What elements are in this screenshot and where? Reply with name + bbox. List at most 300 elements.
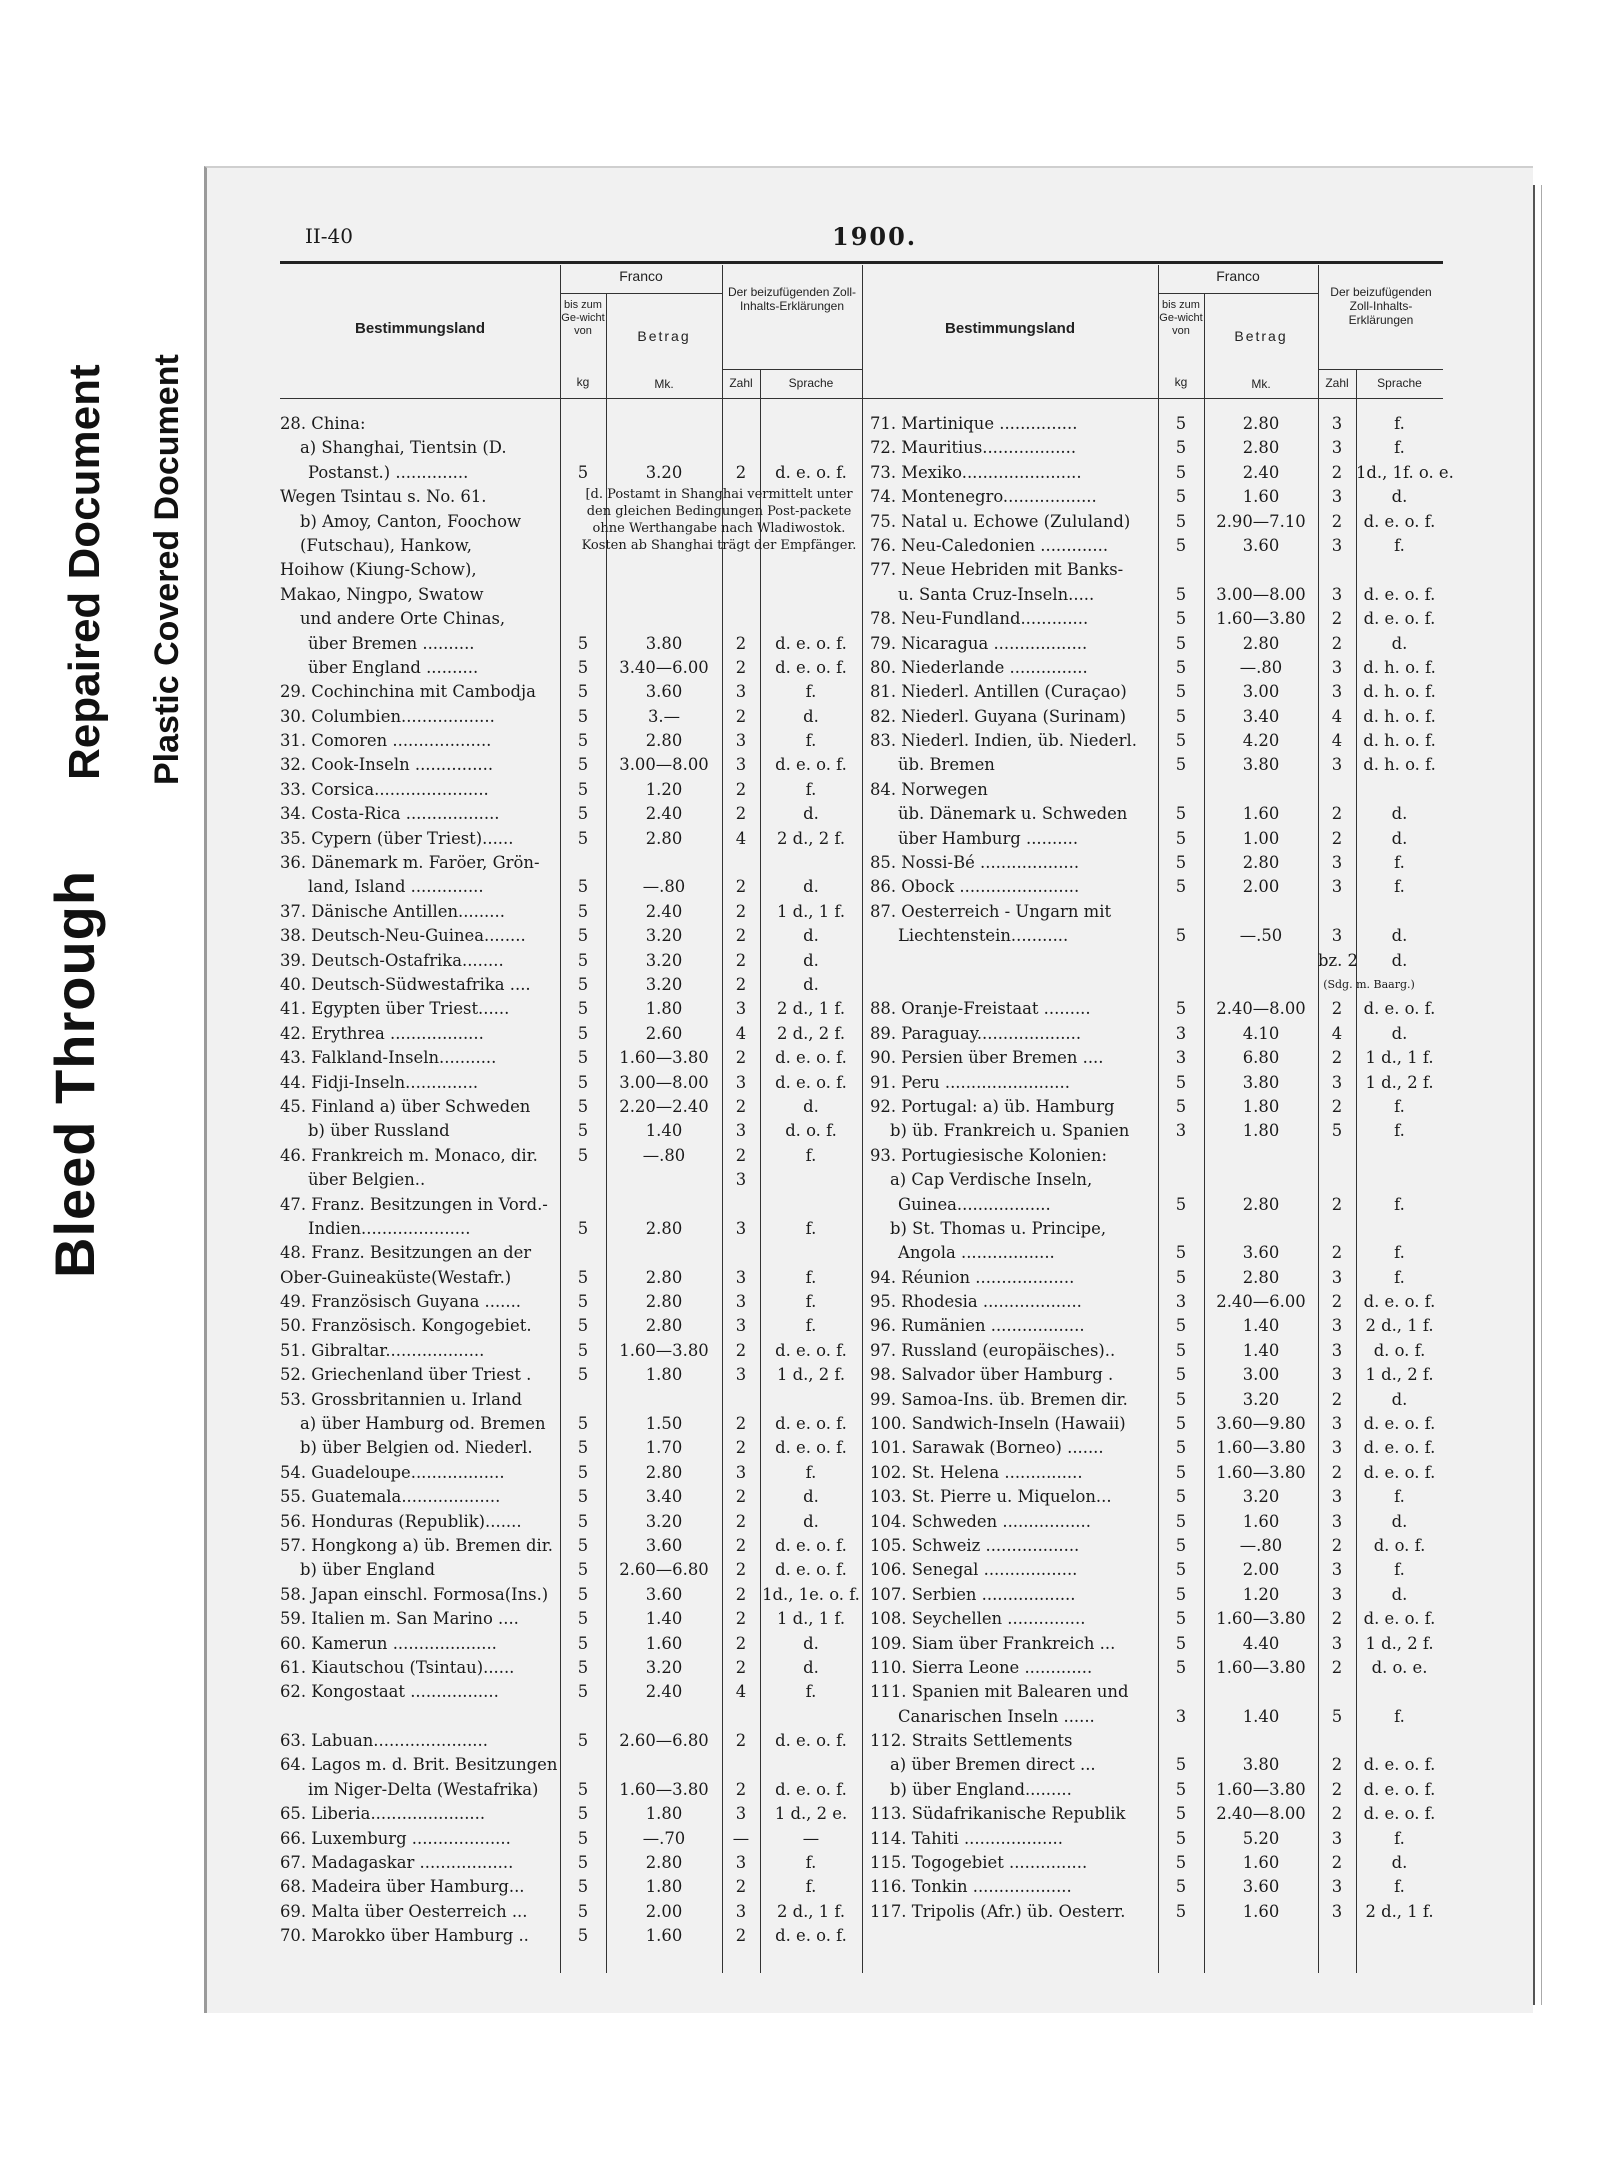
cell-name: 91. Peru ........................ <box>870 1072 1070 1092</box>
cell-kg: 5 <box>1175 1194 1187 1214</box>
cell-kg: 5 <box>1175 1365 1187 1385</box>
cell-sprache: d. <box>803 1657 819 1677</box>
cell-name: 106. Senegal .................. <box>870 1560 1078 1580</box>
cell-kg: 5 <box>577 804 589 824</box>
table-row <box>870 1534 1443 1558</box>
cell-betrag: 1.20 <box>1242 1584 1280 1604</box>
cell-sprache: f. <box>805 1853 817 1873</box>
cell-betrag: 3.00—8.00 <box>619 1072 709 1092</box>
cell-betrag: 2.00 <box>1242 1560 1280 1580</box>
cell-betrag: 3.20 <box>645 462 683 482</box>
cell-zahl: 3 <box>1331 1365 1343 1385</box>
table-row <box>280 1632 862 1656</box>
cell-name: 42. Erythrea .................. <box>280 1023 484 1043</box>
cell-kg: 5 <box>1175 462 1187 482</box>
cell-name: 88. Oranje-Freistaat ......... <box>870 999 1091 1019</box>
cell-kg: 5 <box>1175 1511 1187 1531</box>
cell-sprache: d. e. o. f. <box>775 1926 847 1946</box>
cell-kg: 5 <box>1175 1267 1187 1287</box>
cell-kg: 5 <box>577 1438 589 1458</box>
cell-kg: 3 <box>1175 1706 1187 1726</box>
cell-zahl: 2 <box>1331 462 1343 482</box>
cell-name: 74. Montenegro.................. <box>870 487 1097 507</box>
cell-zahl: 3 <box>735 1901 747 1921</box>
cell-name: 44. Fidji-Inseln.............. <box>280 1072 479 1092</box>
cell-kg: 5 <box>577 1926 589 1946</box>
cell-kg: 5 <box>1175 1877 1187 1897</box>
cell-zahl: 3 <box>1331 1316 1343 1336</box>
table-row <box>870 1851 1443 1875</box>
cell-betrag: 1.80 <box>645 999 683 1019</box>
cell-zahl: 2 <box>735 1560 747 1580</box>
cell-betrag: 3.20 <box>645 1657 683 1677</box>
cell-sprache: d. o. f. <box>1373 1535 1426 1555</box>
cell-name: 100. Sandwich-Inseln (Hawaii) <box>870 1414 1126 1434</box>
cell-sprache: 1 d., 2 f. <box>1365 1633 1434 1653</box>
table-row <box>870 1022 1443 1046</box>
cell-name: 101. Sarawak (Borneo) ....... <box>870 1438 1104 1458</box>
cell-name: b) über Belgien od. Niederl. <box>300 1438 533 1458</box>
table-row <box>870 778 1443 802</box>
cell-sprache: f. <box>805 1292 817 1312</box>
cell-kg: 5 <box>577 1731 589 1751</box>
cell-name: 45. Finland a) über Schweden <box>280 1096 531 1116</box>
cell-kg: 5 <box>1175 828 1187 848</box>
cell-name: 86. Obock ....................... <box>870 877 1080 897</box>
table-row <box>280 1900 862 1924</box>
cell-zahl: 2 <box>735 1340 747 1360</box>
cell-name: 64. Lagos m. d. Brit. Besitzungen <box>280 1755 558 1775</box>
cell-zahl: 4 <box>1331 706 1343 726</box>
table-row <box>280 1753 862 1777</box>
cell-sprache: f. <box>805 1316 817 1336</box>
cell-kg: 5 <box>577 926 589 946</box>
table-row <box>280 1266 862 1290</box>
cell-name: 111. Spanien mit Balearen und <box>870 1682 1129 1702</box>
table-row <box>870 534 1443 558</box>
cell-zahl: 2 <box>1331 633 1343 653</box>
cell-kg: 5 <box>1175 1414 1187 1434</box>
table-row <box>870 1729 1443 1753</box>
table-row <box>870 1875 1443 1899</box>
header-amount-unit-right: Mk. <box>1251 377 1271 391</box>
cell-name: 65. Liberia...................... <box>280 1804 486 1824</box>
cell-sprache: d. e. o. f. <box>775 1048 847 1068</box>
cell-zahl: 2 <box>1331 1389 1343 1409</box>
cell-name: Angola .................. <box>898 1243 1055 1263</box>
table-row <box>280 924 862 948</box>
cell-kg: 5 <box>577 706 589 726</box>
cell-zahl: 2 <box>1331 1096 1343 1116</box>
table-row <box>280 900 862 924</box>
cell-sprache: 1 d., 1 f. <box>1365 1048 1434 1068</box>
cell-zahl: 2 <box>1331 1779 1343 1799</box>
header-weight-unit: kg <box>576 375 590 389</box>
cell-kg: 5 <box>577 1584 589 1604</box>
cell-kg: 5 <box>1175 511 1187 531</box>
cell-betrag: —.80 <box>642 1145 686 1165</box>
cell-kg: 5 <box>577 1048 589 1068</box>
cell-zahl: 4 <box>1331 1023 1343 1043</box>
cell-name: 70. Marokko über Hamburg .. <box>280 1926 529 1946</box>
cell-sprache: d. <box>803 926 819 946</box>
table-row <box>870 1583 1443 1607</box>
table-row <box>870 1510 1443 1534</box>
cell-betrag: 1.40 <box>1242 1706 1280 1726</box>
cell-name: über Bremen .......... <box>308 633 475 653</box>
cell-betrag: 1.60 <box>645 1926 683 1946</box>
table-row <box>870 1778 1443 1802</box>
cell-betrag: 2.80 <box>645 1218 683 1238</box>
table-row <box>280 558 862 582</box>
cell-kg: 5 <box>577 1877 589 1897</box>
cell-kg: 5 <box>1175 414 1187 433</box>
cell-betrag: 1.40 <box>1242 1316 1280 1336</box>
cell-sprache: f. <box>805 731 817 751</box>
table-row <box>870 1753 1443 1777</box>
cell-betrag: 2.80 <box>645 828 683 848</box>
table-row <box>870 1241 1443 1265</box>
cell-betrag: 1.60 <box>1242 1853 1280 1873</box>
cell-betrag: 1.80 <box>645 1365 683 1385</box>
cell-kg: 5 <box>1175 609 1187 629</box>
cell-name: Guinea.................. <box>898 1194 1051 1214</box>
cell-kg: 5 <box>577 1096 589 1116</box>
table-row <box>280 1363 862 1387</box>
cell-name: 103. St. Pierre u. Miquelon... <box>870 1487 1112 1507</box>
cell-name: 96. Rumänien .................. <box>870 1316 1085 1336</box>
cell-kg: 5 <box>1175 1462 1187 1482</box>
cell-betrag: 2.40—8.00 <box>1216 1804 1306 1824</box>
page-year: 1900. <box>832 222 918 251</box>
cell-zahl: 2 <box>735 1779 747 1799</box>
header-count-right: Zahl <box>1325 376 1349 390</box>
cell-sprache: d. <box>803 1487 819 1507</box>
cell-zahl: 5 <box>1331 1121 1343 1141</box>
cell-name: 72. Mauritius.................. <box>870 438 1077 458</box>
cell-sprache: d. <box>803 706 819 726</box>
cell-betrag: 1.40 <box>645 1609 683 1629</box>
cell-sprache: f. <box>1394 1828 1405 1848</box>
header-destination-right: Bestimmungsland <box>944 320 1076 337</box>
cell-name: 85. Nossi-Bé ................... <box>870 853 1080 873</box>
cell-sprache: d. e. o. f. <box>1363 511 1436 531</box>
cell-name: 66. Luxemburg ................... <box>280 1828 511 1848</box>
table-row <box>280 1534 862 1558</box>
cell-zahl: 2 <box>735 950 747 970</box>
cell-sprache: d. e. o. f. <box>1363 1779 1436 1799</box>
cell-name: 110. Sierra Leone ............. <box>870 1657 1093 1677</box>
cell-zahl: 3 <box>735 1365 747 1385</box>
cell-zahl: 3 <box>735 1267 747 1287</box>
cell-zahl: 3 <box>735 1316 747 1336</box>
cell-sprache: d. <box>803 974 819 994</box>
table-row <box>870 1802 1443 1826</box>
table-header-right <box>862 265 1443 398</box>
cell-kg: 5 <box>1175 1389 1187 1409</box>
cell-kg: 5 <box>577 682 589 702</box>
cell-zahl: 2 <box>735 1438 747 1458</box>
cell-sprache: d. <box>803 950 819 970</box>
cell-zahl: 3 <box>735 1853 747 1873</box>
cell-kg: 5 <box>577 1511 589 1531</box>
table-row <box>280 827 862 851</box>
cell-zahl: 2 <box>735 1145 747 1165</box>
cell-sprache: d. <box>1391 804 1408 824</box>
cell-name: im Niger-Delta (Westafrika) <box>308 1779 539 1799</box>
cell-zahl: 2 <box>735 1926 747 1946</box>
table-row <box>870 607 1443 631</box>
table-row <box>870 875 1443 899</box>
cell-zahl: 2 <box>735 1414 747 1434</box>
table-row <box>870 1388 1443 1412</box>
table-row <box>870 1461 1443 1485</box>
cell-betrag: —.50 <box>1239 926 1283 946</box>
cell-kg: 5 <box>1175 706 1187 726</box>
cell-kg: 5 <box>577 1072 589 1092</box>
table-row <box>870 1339 1443 1363</box>
cell-betrag: 3.60 <box>1242 1877 1280 1897</box>
cell-betrag: 3.80 <box>1242 1072 1280 1092</box>
table-row <box>870 1436 1443 1460</box>
table-row <box>870 1632 1443 1656</box>
cell-kg: 5 <box>577 731 589 751</box>
cell-betrag: 2.80 <box>1242 853 1280 873</box>
cell-kg: 5 <box>577 462 589 482</box>
header-destination: Bestimmungsland <box>354 320 486 337</box>
cell-zahl: 3 <box>1331 1414 1343 1434</box>
cell-zahl: 2 <box>735 633 747 653</box>
cell-zahl: 2 <box>1331 1292 1343 1312</box>
cell-betrag: 2.80 <box>645 1267 683 1287</box>
cell-sprache: d. <box>1391 1853 1408 1873</box>
cell-kg: 5 <box>577 1535 589 1555</box>
table-row <box>280 1022 862 1046</box>
cell-kg: 5 <box>1175 1584 1187 1604</box>
plastic-covered-label: Plastic Covered Document <box>148 354 186 785</box>
cell-name: Postanst.) .............. <box>308 462 469 482</box>
table-row <box>870 1046 1443 1070</box>
cell-betrag: 1.80 <box>1242 1121 1280 1141</box>
cell-zahl: 2 <box>735 1633 747 1653</box>
cell-zahl: 4 <box>735 828 747 848</box>
cell-betrag: 3.40 <box>1242 706 1280 726</box>
table-row <box>280 1046 862 1070</box>
cell-name: Makao, Ningpo, Swatow <box>280 584 484 604</box>
cell-betrag: 2.80 <box>645 1462 683 1482</box>
header-count: Zahl <box>729 376 753 390</box>
table-row <box>280 1485 862 1509</box>
cell-betrag: 3.40—6.00 <box>619 657 709 677</box>
table-row <box>870 997 1443 1021</box>
cell-sprache: d. <box>803 1633 819 1653</box>
cell-betrag: 1.70 <box>645 1438 683 1458</box>
cell-sprache: d. <box>1391 1584 1408 1604</box>
cell-kg: 5 <box>577 1609 589 1629</box>
cell-kg: 5 <box>577 1218 589 1238</box>
cell-zahl: 3 <box>1331 1511 1343 1531</box>
right-table-body <box>870 412 1454 1924</box>
table-row <box>280 1705 862 1729</box>
cell-name: 94. Réunion ................... <box>870 1267 1075 1287</box>
cell-kg: 5 <box>1175 1438 1187 1458</box>
cell-zahl: 2 <box>1331 1853 1343 1873</box>
cell-kg: 5 <box>577 1657 589 1677</box>
cell-name: 109. Siam über Frankreich ... <box>870 1633 1116 1653</box>
cell-zahl: 2 <box>735 1731 747 1751</box>
cell-zahl: 2 <box>1331 1243 1343 1263</box>
cell-zahl: 2 <box>1331 828 1343 848</box>
header-franco: Franco <box>619 268 663 284</box>
cell-name: 53. Grossbritannien u. Irland <box>280 1389 522 1409</box>
header-amount-right: Betrag <box>1234 328 1288 344</box>
cell-name: 81. Niederl. Antillen (Curaçao) <box>870 682 1127 702</box>
cell-kg: 5 <box>577 1633 589 1653</box>
cell-name: 69. Malta über Oesterreich ... <box>280 1901 528 1921</box>
header-franco-right: Franco <box>1216 268 1260 284</box>
cell-sprache: d. <box>1391 1511 1408 1531</box>
cell-name: 37. Dänische Antillen......... <box>280 901 505 921</box>
cell-sprache: f. <box>1394 1267 1405 1287</box>
cell-kg: 5 <box>577 1487 589 1507</box>
cell-sprache: d. e. o. f. <box>775 755 847 775</box>
cell-zahl: 3 <box>1331 853 1343 873</box>
table-row <box>870 461 1454 485</box>
cell-betrag: 1.80 <box>645 1804 683 1824</box>
table-row <box>280 1802 862 1826</box>
cell-betrag: 3.80 <box>1242 755 1280 775</box>
cell-betrag: 3.00—8.00 <box>619 755 709 775</box>
cell-betrag: 2.20—2.40 <box>619 1096 709 1116</box>
header-customs: Der beizufügenden Zoll-Inhalts-Erklärungen <box>727 285 857 313</box>
cell-kg: 5 <box>1175 1487 1187 1507</box>
cell-zahl: 3 <box>1331 682 1343 702</box>
table-row <box>280 1095 862 1119</box>
table-row <box>870 1290 1443 1314</box>
cell-name: 48. Franz. Besitzungen an der <box>280 1243 532 1263</box>
cell-kg: 5 <box>1175 1609 1187 1629</box>
cell-name: 90. Persien über Bremen .... <box>870 1048 1104 1068</box>
table-row <box>870 851 1443 875</box>
cell-zahl: 3 <box>735 755 747 775</box>
cell-name: 108. Seychellen ............... <box>870 1609 1086 1629</box>
cell-betrag: 3.80 <box>645 633 683 653</box>
cell-name: 117. Tripolis (Afr.) üb. Oesterr. <box>870 1901 1126 1921</box>
cell-name: 97. Russland (europäisches).. <box>870 1340 1116 1360</box>
cell-kg: 5 <box>1175 999 1187 1019</box>
cell-name: 49. Französisch Guyana ....... <box>280 1292 522 1312</box>
table-row <box>280 1388 862 1412</box>
cell-name: 47. Franz. Besitzungen in Vord.- <box>280 1194 548 1214</box>
cell-kg: 5 <box>577 901 589 921</box>
cell-zahl: 3 <box>1331 487 1343 507</box>
table-row <box>870 1485 1443 1509</box>
cell-zahl: 3 <box>1331 1267 1343 1287</box>
cell-name: 31. Comoren ................... <box>280 731 492 751</box>
cell-name: 87. Oesterreich - Ungarn mit <box>870 901 1112 921</box>
cell-betrag: 4.20 <box>1242 731 1280 751</box>
cell-name: a) über Hamburg od. Bremen <box>300 1414 546 1434</box>
table-row <box>280 680 862 704</box>
cell-sprache: d. e. o. f. <box>775 462 847 482</box>
cell-kg: 5 <box>1175 1657 1187 1677</box>
cell-name: 60. Kamerun .................... <box>280 1633 497 1653</box>
cell-sprache: d. <box>1391 926 1408 946</box>
table-row <box>280 997 862 1021</box>
cell-sprache: 1 d., 2 f. <box>776 1365 846 1385</box>
cell-betrag: 3.20 <box>645 1511 683 1531</box>
cell-betrag: 3.60 <box>645 1584 683 1604</box>
header-language: Sprache <box>788 376 834 390</box>
cell-name: über Belgien.. <box>308 1170 426 1190</box>
cell-betrag: 3.— <box>647 706 681 726</box>
cell-kg: 5 <box>1175 1243 1187 1263</box>
cell-kg: 5 <box>577 1462 589 1482</box>
header-language-right: Sprache <box>1377 376 1422 390</box>
table-row <box>280 1656 862 1680</box>
table-row <box>870 558 1443 582</box>
cell-name: 61. Kiautschou (Tsintau)...... <box>280 1657 515 1677</box>
cell-kg: 5 <box>1175 535 1187 555</box>
cell-sprache: d. e. o. f. <box>1363 1438 1436 1458</box>
cell-betrag: 3.20 <box>1242 1389 1280 1409</box>
table-row <box>280 1290 862 1314</box>
cell-sprache: 1d., 1f. o. e. <box>1356 462 1454 482</box>
cell-name: 92. Portugal: a) üb. Hamburg <box>870 1096 1115 1116</box>
cell-zahl: 3 <box>735 1072 747 1092</box>
cell-zahl: — <box>732 1828 750 1848</box>
cell-name: 84. Norwegen <box>870 779 988 799</box>
cell-name: üb. Bremen <box>898 755 995 775</box>
cell-betrag: 1.60—3.80 <box>1216 1438 1306 1458</box>
cell-kg: 5 <box>577 999 589 1019</box>
table-row <box>280 753 862 777</box>
left-table-body <box>280 412 862 1949</box>
cell-name: 113. Südafrikanische Republik <box>870 1804 1126 1824</box>
header-customs-right: Der beizufügenden Zoll-Inhalts-Erklärungen <box>1330 285 1432 327</box>
cell-kg: 5 <box>577 1292 589 1312</box>
table-row <box>280 1144 862 1168</box>
cell-name: 36. Dänemark m. Faröer, Grön- <box>280 853 540 873</box>
cell-zahl: 2 <box>1331 1657 1343 1677</box>
cell-kg: 5 <box>577 779 589 799</box>
cell-zahl: 3 <box>1331 1487 1343 1507</box>
cell-sprache: d. e. o. f. <box>775 1072 847 1092</box>
table-row <box>280 973 862 997</box>
cell-sprache: d. e. o. f. <box>775 1535 847 1555</box>
top-rule <box>280 261 1443 264</box>
cell-name: 68. Madeira über Hamburg... <box>280 1877 525 1897</box>
cell-name: (Futschau), Hankow, <box>300 535 472 555</box>
cell-zahl: 2 <box>1331 511 1343 531</box>
bleed-through-label: Bleed Through <box>43 869 106 1278</box>
cell-zahl: 2 <box>1331 1048 1343 1068</box>
cell-name: 116. Tonkin ................... <box>870 1877 1072 1897</box>
table-row <box>280 1729 862 1753</box>
cell-kg: 5 <box>1175 1316 1187 1336</box>
cell-sprache: f. <box>1394 535 1405 555</box>
cell-sprache: d. <box>803 1096 819 1116</box>
cell-betrag: 1.60—3.80 <box>619 1048 709 1068</box>
cell-betrag: 2.80 <box>645 731 683 751</box>
cell-betrag: 2.60—6.80 <box>619 1731 709 1751</box>
cell-betrag: 3.80 <box>1242 1755 1280 1775</box>
repaired-document-label: Repaired Document <box>60 364 109 780</box>
cell-name: 95. Rhodesia ................... <box>870 1292 1082 1312</box>
table-row <box>870 1656 1443 1680</box>
header-weight-unit-right: kg <box>1174 375 1188 389</box>
table-row <box>280 1217 862 1241</box>
